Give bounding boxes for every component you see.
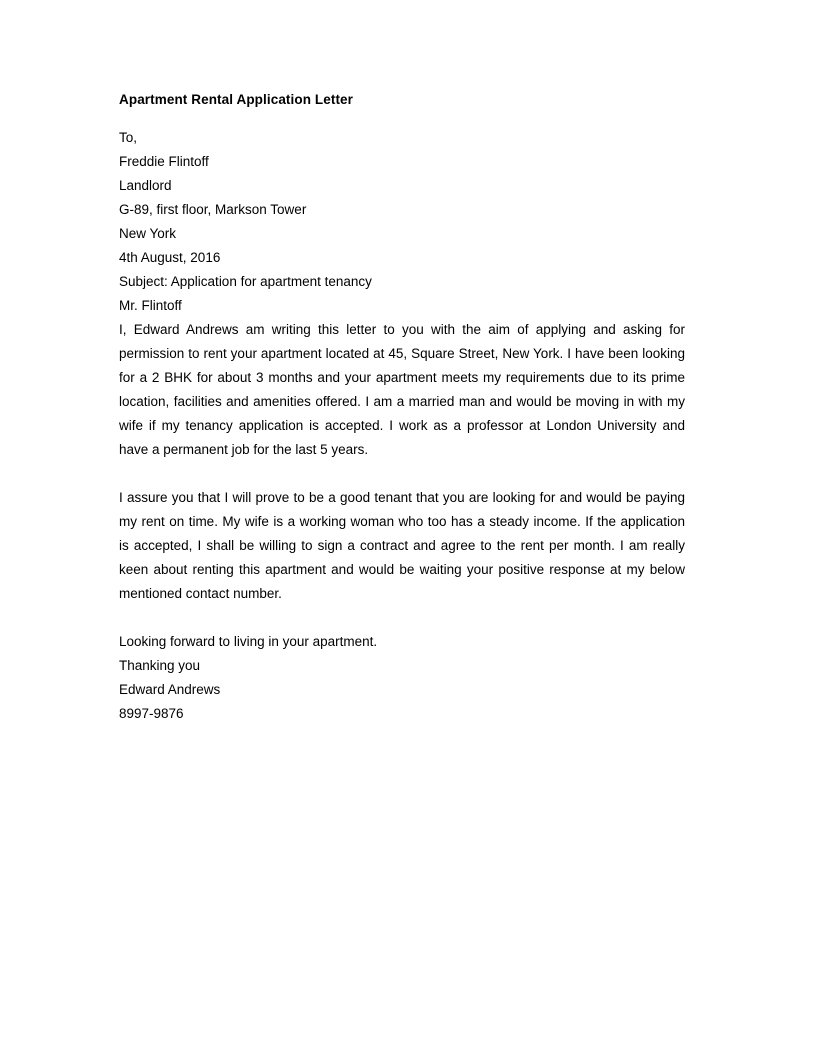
paragraph-spacer — [119, 462, 685, 486]
recipient-address-line: G-89, first floor, Markson Tower — [119, 202, 307, 217]
recipient-name: Freddie Flintoff — [119, 154, 209, 169]
closing-line-thanking-you: Thanking you — [119, 658, 201, 673]
recipient-city: New York — [119, 226, 177, 241]
body-paragraph-1: I, Edward Andrews am writing this letter to you with the aim of applying and asking for permission to rent your apartment located at 45, Square Street, New York. I have been looking for a 2 BHK for about 3 months and your apartment meets my requirements due to its prime location, facilities and amenities offered. I am a married man and would be moving in with my wife if my tenancy application is accepted. I work as a professor at London University and have a permanent job for the last 5 years. — [119, 322, 685, 457]
letter-subject: Subject: Application for apartment tenancy — [119, 274, 372, 289]
recipient-to-label: To, — [119, 130, 138, 145]
body-paragraph-2: I assure you that I will prove to be a good tenant that you are looking for and would be paying my rent on time. My wife is a working woman who too has a steady income. If the application is accepted, I shall be willing to sign a contract and agree to the rent per month. I am really keen about renting this apartment and would be waiting your positive response at my below mentioned contact number. — [119, 490, 685, 601]
letter-body — [119, 88, 685, 726]
letter-date: 4th August, 2016 — [119, 250, 221, 265]
contact-phone-number: 8997-9876 — [119, 706, 184, 721]
letter-greeting: Mr. Flintoff — [119, 298, 182, 313]
closing-block — [119, 630, 685, 726]
paragraph-spacer — [119, 606, 685, 630]
recipient-address-block — [119, 126, 685, 318]
page-title: Apartment Rental Application Letter — [119, 92, 354, 107]
recipient-role: Landlord — [119, 178, 172, 193]
signature-name: Edward Andrews — [119, 682, 221, 697]
closing-line-looking-forward: Looking forward to living in your apartment. — [119, 634, 378, 649]
